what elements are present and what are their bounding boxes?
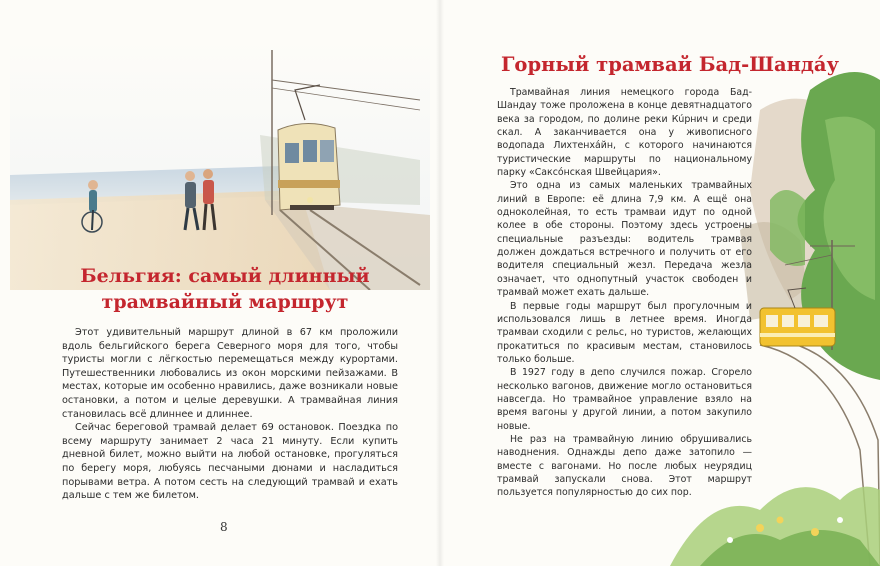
right-paragraph-3: В первые годы маршрут был прогулочным и использовался лишь в летнее время. Иногда трамваи сходили с рельс, но туристов, желающих прокатиться по красивым местам, становилось только больше. (497, 300, 752, 365)
right-paragraph-1: Трамвайная линия немецкого города Бад-Шандау тоже проложена в конце девятнадцатого века за городом, по долине реки Кúрнич и среди скал. А заканчивается она у живописного водопада Лихтенхáйн, с которого начинаются туристические маршруты по национальному парку «Саксóнская Швейцария». (497, 87, 752, 179)
belgian-tram (278, 123, 340, 210)
right-page (440, 0, 880, 566)
belgium-coastal-tram-illustration (10, 40, 430, 290)
page-number: 8 (220, 520, 228, 534)
book-gutter (436, 0, 444, 566)
right-paragraph-2: Это одна из самых маленьких трамвайных линий в Европе: её длина 7,9 км. А ещё она одноколейная, то есть трамваи идут по одной колее в обе стороны. Поэтому здесь устроены специальные разъезды: водитель трамвая должен дождаться встречного и получить от его водителя специальный жезл. Передача жезла означает, что однопутный участок свободен и трамвай может ехать дальше. (497, 180, 752, 299)
left-paragraph-2: Сейчас береговой трамвай делает 69 остановок. Поездка по всему маршруту занимает 2 часа 21 минуту. Если купить дневной билет, можно выйти на любой остановке, прогуляться по берегу моря, любуясь песчаными дюнами и насладиться порывами ветра. А потом сесть на следующий трамвай и ехать дальше с тем же билетом. (62, 422, 398, 502)
right-paragraph-5: Не раз на трамвайную линию обрушивались наводнения. Однажды депо даже затопило — вместе с вагонами. Но после любых неурядиц трамвай запускали снова. Этот маршрут пользуется популярностью до сих пор. (497, 433, 752, 499)
right-paragraph-4: В 1927 году в депо случился пожар. Сгорело несколько вагонов, движение могло остановиться навсегда. Но трамвайное управление взяло на время вагоны у другой линии, а потом закупило новые. (497, 367, 752, 432)
left-page-body (62, 326, 398, 503)
left-page-title (60, 263, 390, 315)
left-title-line1: Бельгия: самый длинный (80, 265, 370, 287)
left-title-line2: трамвайный маршрут (101, 291, 349, 313)
left-paragraph-1: Этот удивительный маршрут длиной в 67 км проложили вдоль бельгийского берега Северного моря для того, чтобы туристы могли с лёгкостью перемещаться между курортами. Путешественники любовались из окон морскими пейзажами. В местах, которые им особенно нравились, даже возникали новые остановки, а потом и целые деревушки. А трамвайная линия становилась всё длиннее и длиннее. (62, 327, 398, 420)
right-page-title: Горный трамвай Бад-Шандáу (500, 53, 840, 76)
right-page-body (497, 86, 752, 500)
